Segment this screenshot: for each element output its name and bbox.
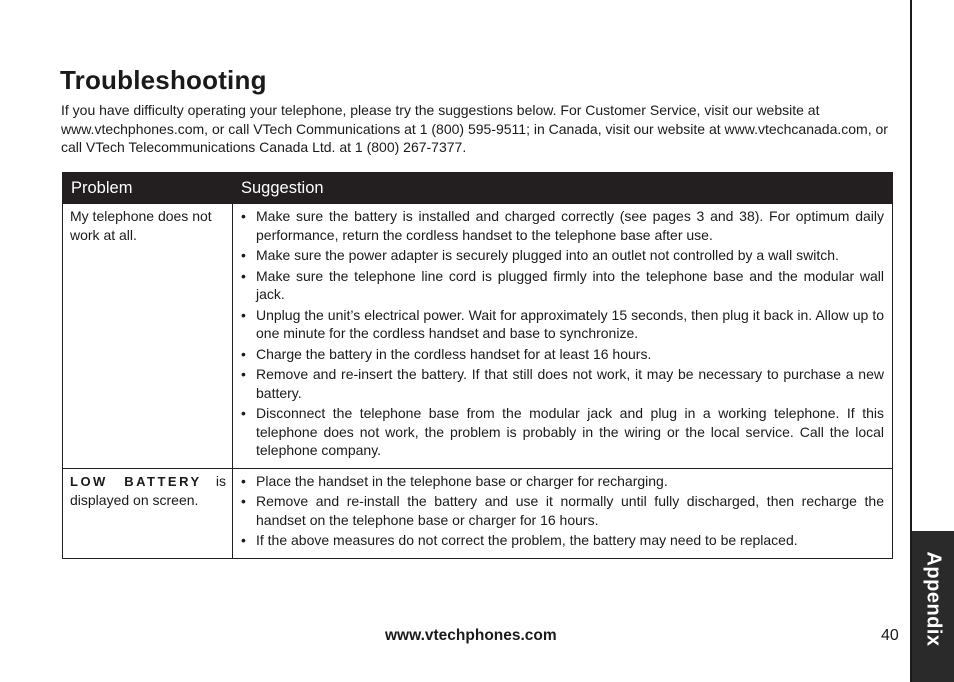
suggestion-item: • Make sure the battery is installed and charged correctly (see pages 3 and 38). For optimum daily performance, return the cordless handset to the telephone base after use.	[238, 207, 884, 244]
suggestion-cell	[233, 468, 893, 558]
table-row	[63, 468, 893, 558]
troubleshooting-table	[62, 172, 893, 559]
problem-text: My telephone does not work at all.	[70, 208, 212, 243]
problem-header: Problem	[63, 173, 233, 204]
suggestion-item: • Charge the battery in the cordless handset for at least 16 hours.	[238, 345, 884, 364]
suggestion-item: • Disconnect the telephone base from the modular jack and plug in a working telephone. If this telephone does not work, the problem is probably in the wiring or the local service. Call the local telephone company.	[238, 404, 884, 460]
table-header-row	[63, 173, 893, 204]
suggestion-item: • If the above measures do not correct the problem, the battery may need to be replaced.	[238, 531, 884, 550]
intro-paragraph: If you have difficulty operating your telephone, please try the suggestions below. For Customer Service, visit our website at www.vtechphones.com, or call VTech Communications at 1 (800) 595-9511; in Canada, visit our website at www.vtechcanada.com, or call VTech Telecommunications Canada Ltd. at 1 (800) 267-7377.	[61, 102, 888, 155]
page-title: Troubleshooting	[60, 65, 267, 95]
table-row	[63, 204, 893, 469]
problem-cell	[63, 204, 233, 469]
suggestion-item: • Remove and re-insert the battery. If that still does not work, it may be necessary to purchase a new battery.	[238, 365, 884, 402]
suggestion-cell	[233, 204, 893, 469]
suggestion-list	[238, 472, 884, 550]
appendix-tab	[912, 531, 954, 682]
footer-website: www.vtechphones.com	[385, 627, 557, 644]
suggestion-item: • Make sure the telephone line cord is plugged firmly into the telephone base and the modular wall jack.	[238, 267, 884, 304]
page-number: 40	[881, 627, 899, 644]
suggestion-item: • Place the handset in the telephone base or charger for recharging.	[238, 472, 884, 491]
appendix-tab-label: Appendix	[922, 551, 945, 647]
problem-cell	[63, 468, 233, 558]
suggestion-header: Suggestion	[233, 173, 893, 204]
suggestion-item: • Make sure the power adapter is securely plugged into an outlet not controlled by a wall switch.	[238, 246, 884, 265]
suggestion-item: • Unplug the unit’s electrical power. Wait for approximately 15 seconds, then plug it back in. Allow up to one minute for the cordless handset and base to synchronize.	[238, 306, 884, 343]
suggestion-list	[238, 207, 884, 460]
low-battery-display-text: LOW BATTERY	[70, 473, 202, 489]
problem-text: is displayed on screen.	[70, 472, 226, 508]
suggestion-item: • Remove and re-install the battery and use it normally until fully discharged, then recharge the handset on the telephone base or charger for 16 hours.	[238, 492, 884, 529]
